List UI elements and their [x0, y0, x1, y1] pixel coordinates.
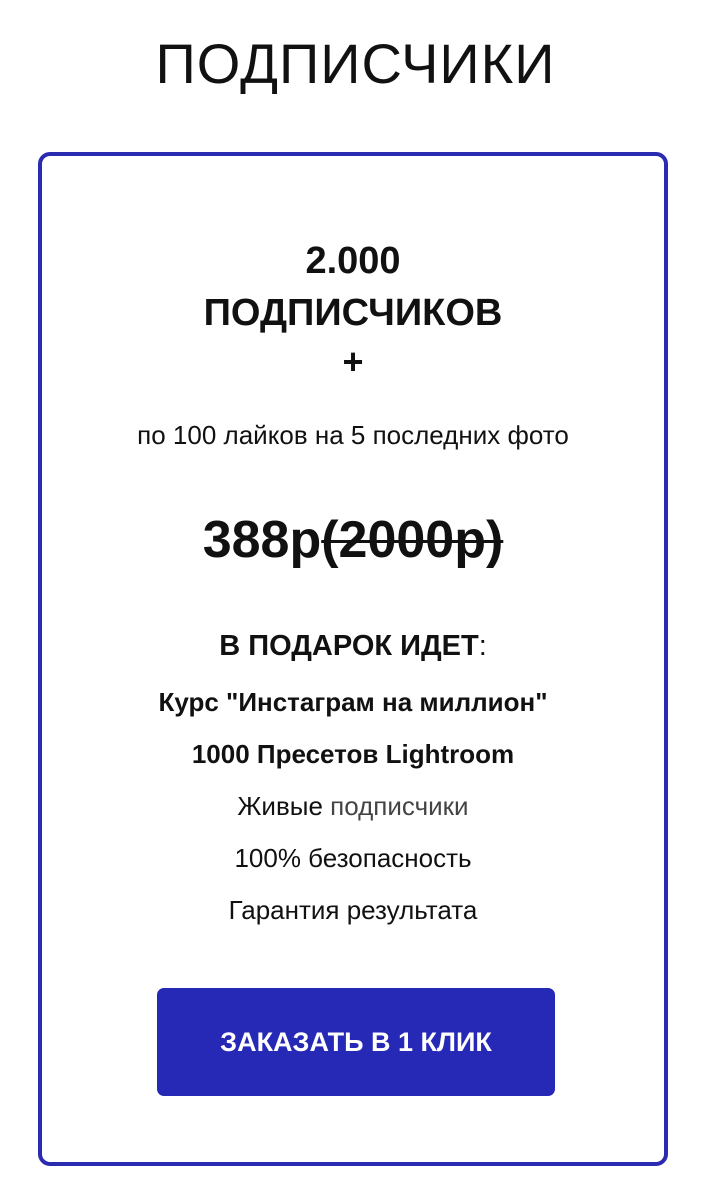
gift-item-safety: 100% безопасность — [234, 843, 472, 873]
offer-description: по 100 лайков на 5 последних фото — [137, 420, 569, 450]
offer-quantity: 2.000 — [305, 240, 401, 282]
price-old: (2000р) — [321, 511, 504, 569]
price-new: 388р — [202, 511, 322, 569]
gifts-title — [42, 626, 664, 666]
offer-unit: ПОДПИСЧИКОВ — [203, 292, 503, 334]
offer-card — [38, 152, 668, 1166]
gift-item-live-followers — [42, 788, 664, 824]
order-button[interactable]: ЗАКАЗАТЬ В 1 КЛИК — [157, 988, 555, 1096]
page-title: ПОДПИСЧИКИ — [155, 32, 556, 95]
price-block — [42, 504, 664, 576]
gifts-title-text: В ПОДАРОК ИДЕТ — [219, 630, 479, 662]
gift-item-live-suffix: подписчики — [330, 791, 469, 821]
offer-plus: + — [342, 341, 364, 382]
gift-item-course: Курс "Инстаграм на миллион" — [158, 687, 548, 717]
gift-item-guarantee: Гарантия результата — [228, 895, 478, 925]
gifts-title-colon: : — [478, 630, 487, 662]
gift-item-live-word: Живые — [237, 791, 323, 821]
gift-item-presets: 1000 Пресетов Lightroom — [191, 739, 515, 769]
